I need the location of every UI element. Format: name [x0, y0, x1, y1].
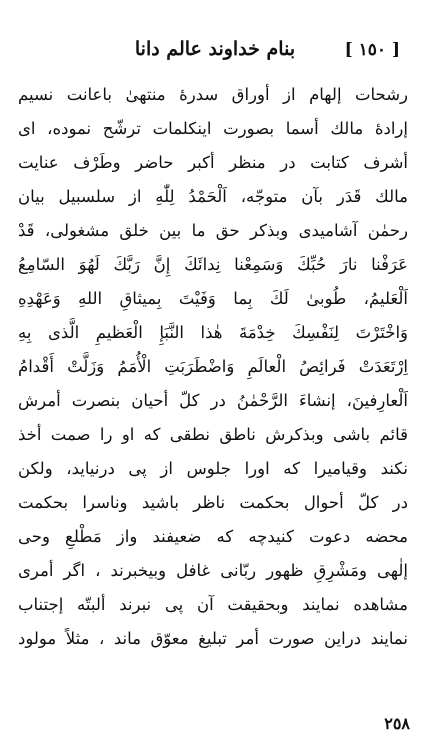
text-line: أشرف كتابت در منظر أكبر حاضر وطَرْف عنایت	[18, 153, 408, 172]
text-line: رشحات إلهام از أوراق سدرهٔ منتهیٰ باعانت نسیم	[18, 85, 408, 104]
text-line: اِرْتَعَدَتْ فَرائِصُ الْعالَمِ وَاضْطَرَبَتِ الْأُمَمُ وَزَلَّتْ أَقْدامُ	[18, 357, 408, 376]
text-line: نمایند دراین صورت أمر تبلیغ معوّق ماند ، مثلاً مولود	[18, 629, 408, 648]
tablet-number: [ ١٥٠ ]	[344, 40, 400, 60]
text-line: إرادهٔ مالك أسما بصورت اینكلمات ترشّح نموده، ای	[18, 119, 408, 138]
text-line: مشاهده نمایند وبحقیقت آن پی نبرند ألبتّه إجتناب	[18, 595, 408, 614]
page-header	[0, 36, 430, 66]
body-text	[18, 78, 408, 656]
page-number: ٢٥٨	[384, 714, 410, 733]
text-line: مالك قَدَر بآن متوجّه، اَلْحَمْدُ لِلّٰهِ از سلسبیل بیان	[18, 187, 408, 206]
text-line: محضه دعوت كنیدچه كه ضعیفند واز مَطْلعِ وحی	[18, 527, 408, 546]
text-line: عَرَفْنا نارَ حُبِّكَ وَسَمِعْنا نِدائَكَ إِنَّ رَبَّكَ لَهُوَ السّامِعُ	[18, 255, 408, 274]
text-line: إلٰهی ومَشْرِقِ ظهور ربّانی غافل وبیخبرند ، اگر أمری	[18, 561, 408, 580]
text-line: در كلّ أحوال بحكمت ناظر باشید وناسرا بحكمت	[18, 493, 408, 512]
page-title: بنام خداوند عالم دانا	[134, 38, 296, 60]
text-line: رحمٰن آشامیدی وبذكر حق ما بین خلق مشغولی، قَدْ	[18, 221, 408, 240]
text-line: اَلْعارِفینَ، إنشاءَ الرَّحْمٰنُ در كلّ أحیان بنصرت أمرش	[18, 391, 408, 410]
text-line: قائم باشی وبذكرش ناطق نطقی كه او را صمت أخذ	[18, 425, 408, 444]
text-line: نكند وقیامیرا كه اورا جلوس از پی درنیاید، ولكن	[18, 459, 408, 478]
text-line: وَاخْتَرْتَ لِنَفْسِكَ خِدْمَةَ هٰذا النَّبَإِ الْعَظیمِ الَّذی بِهِ	[18, 323, 408, 342]
text-line: اَلْعَلیمُ، طُوبیٰ لَكَ بِما وَفَیْتَ بِمیثاقِ اللهِ وَعَهْدِهِ	[18, 289, 408, 308]
